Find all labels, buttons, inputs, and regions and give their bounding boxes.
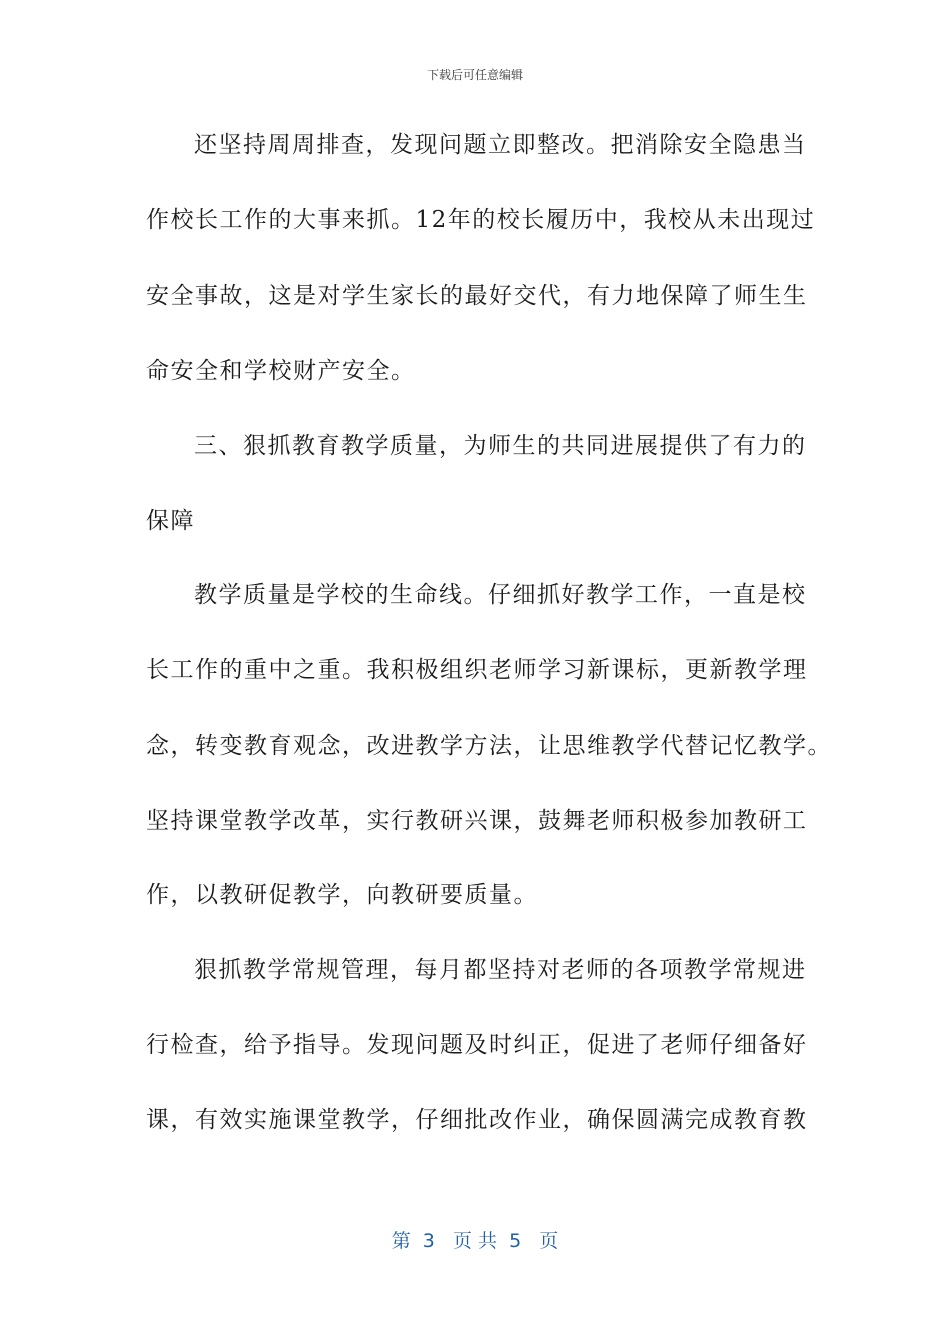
- text-line: 行检查，给予指导。发现问题及时纠正，促进了老师仔细备好: [146, 1032, 808, 1058]
- text-line: 作，以教研促教学，向教研要质量。: [146, 882, 538, 908]
- text-line: 还坚持周周排查，发现问题立即整改。把消除安全隐患当: [194, 132, 807, 158]
- text-line: 安全事故，这是对学生家长的最好交代，有力地保障了师生生: [146, 283, 808, 309]
- text-line: 课，有效实施课堂教学，仔细批改作业，确保圆满完成教育教: [146, 1107, 808, 1133]
- page-number: 第 3 页 共 5 页: [391, 1230, 559, 1252]
- text-line: 命安全和学校财产安全。: [146, 358, 416, 384]
- text-line: 坚持课堂教学改革，实行教研兴课，鼓舞老师积极参加教研工: [146, 808, 808, 834]
- text-line: 狠抓教学常规管理，每月都坚持对老师的各项教学常规进: [194, 957, 807, 983]
- text-line: 念，转变教育观念，改进教学方法，让思维教学代替记忆教学。: [146, 733, 832, 759]
- page-header: 下载后可任意编辑: [426, 68, 523, 82]
- text-line: 教学质量是学校的生命线。仔细抓好教学工作，一直是校: [194, 582, 807, 608]
- text-line: 三、狠抓教育教学质量，为师生的共同进展提供了有力的: [194, 433, 807, 459]
- text-line: 保障: [146, 508, 195, 534]
- text-line: 作校长工作的大事来抓。12年的校长履历中，我校从未出现过: [146, 207, 816, 233]
- text-line: 长工作的重中之重。我积极组织老师学习新课标，更新教学理: [146, 657, 808, 683]
